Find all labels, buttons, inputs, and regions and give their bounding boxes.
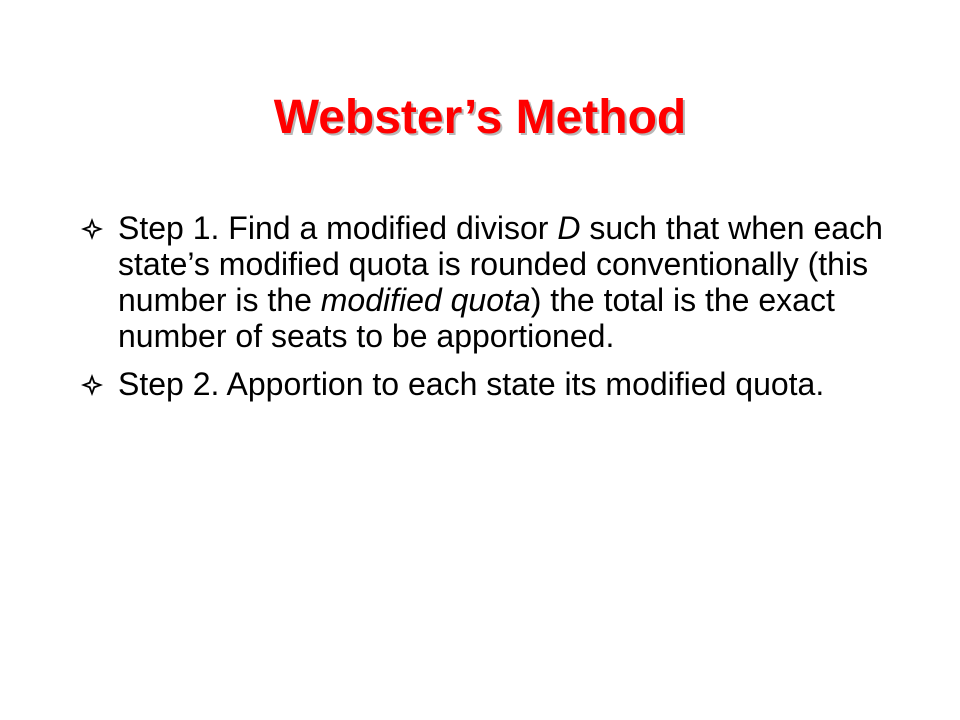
bullet-step-2 bbox=[78, 366, 898, 402]
slide-title: Webster’s Method bbox=[273, 91, 687, 144]
bullet-text bbox=[118, 366, 898, 402]
text-run-italic: modified quota bbox=[320, 282, 531, 318]
bullet-step-1 bbox=[78, 210, 898, 354]
text-run: Step 1. Find a modified divisor bbox=[118, 210, 558, 246]
diamond-bullet-icon bbox=[80, 373, 104, 397]
text-run: ) the total is the exact number of seats to be apportioned. bbox=[118, 282, 835, 354]
bullet-text bbox=[118, 210, 898, 354]
text-run-italic: D bbox=[557, 210, 581, 246]
text-run: such that when each state’s modified quota is rounded conventionally (this number is the bbox=[118, 210, 883, 318]
diamond-bullet-icon bbox=[80, 217, 104, 241]
text-run: Step 2. Apportion to each state its modified quota. bbox=[118, 366, 825, 402]
bullet-list bbox=[78, 210, 898, 414]
